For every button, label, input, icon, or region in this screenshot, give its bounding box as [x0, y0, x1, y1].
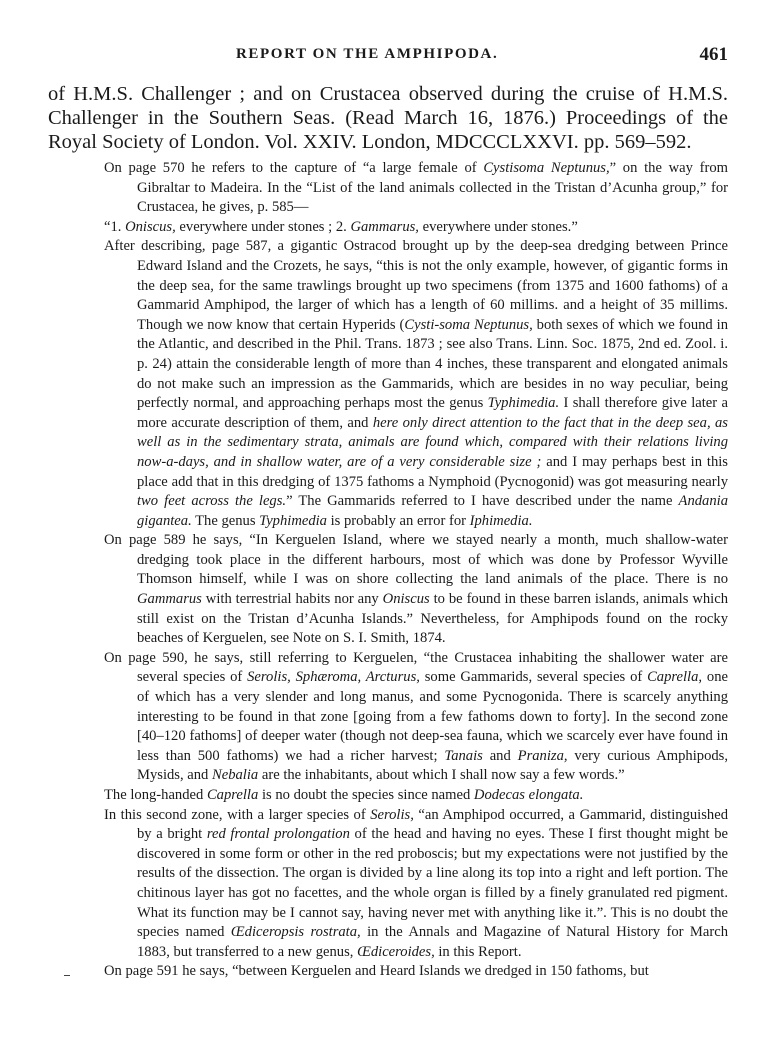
text-run: both sexes of which we found in the Atlantic, and described in the Phil. Trans. 1873 ; see also Trans. Linn. Soc. 1875, 2nd ed. Zool. i. p. 24) attain the considerable length of more than 4 inches, these transparent and elongated animals do not make such an impression as the Gammarids, which are besides in no way peculiar, being perfectly normal, and approaching perhaps most the genus: [137, 316, 728, 412]
paragraph: [104, 786, 728, 806]
text-run: On page 589 he says, “In Kerguelen Island, where we stayed nearly a month, much shallow-water dredging took place in the different harbours, most of which was done by Professor Wyville Thomson himself, while I was on shore collecting the land animals of the place. There is no: [104, 532, 728, 588]
paragraph: [104, 531, 728, 649]
text-run: ” on the way from Gibraltar to Madeira. In the “List of the land animals collected in the Tristan d’Acunha group,” for Crustacea, he gives, p. 585—: [137, 160, 728, 216]
italic-text: Caprella: [206, 787, 259, 803]
text-run: in the Annals and Magazine of Natural History for March 1883, but transferred to a new genus,: [137, 924, 728, 960]
text-run: of the head and having no eyes. These I first thought might be discovered in some form or other in the red proboscis; but my expectations were not justified by the results of the dissection. The organ is divided by a line along its top into a right and left portion. The chitinous layer has got no facettes, and the whole organ is filled by a finely granulated red pigment. What its function may be I cannot say, having never met with anything like it.”. This is no doubt the species named: [137, 826, 728, 941]
paragraph: [104, 159, 728, 218]
text-run: On page 590, he says, still referring to Kerguelen, “the Crustacea inhabiting the shallower water are several species of: [104, 649, 728, 686]
text-run: On page 570 he refers to the capture of “a large female of: [104, 160, 484, 176]
text-run: I shall therefore give later a more accurate description of them, and: [137, 395, 728, 431]
text-run: “an Amphipod occurred, a Gammarid, distinguished by a bright: [137, 806, 728, 843]
text-run: and I may perhaps best in this place add that in this dredging of 1375 fathoms a Nymphoid (Pycnogonid) was got measuring nearly: [137, 453, 728, 490]
italic-text: Typhimedia.: [487, 395, 560, 412]
text-run: After describing, page 587, a gigantic Ostracod brought up by the deep-sea dredging between Prince Edward Island and the Crozets, he says, “this is not the only example, however, of gigantic forms in the deep sea, for the same trawlings brought up two specimens (from 1375 and 1600 fathoms) of a Gammarid Amphipod, the larger of which has a length of 60 millims. and a height of 35 millims. Though we now know that certain Hyperids (: [104, 238, 728, 333]
paragraph: [104, 806, 728, 963]
italic-text: Caprella,: [647, 669, 703, 686]
italic-text: Typhimedia: [259, 512, 327, 529]
text-run: to be found in these barren islands, animals which still exist on the Tristan d’Acunha Islands.” Nevertheless, for Amphipods found on the rocky beaches of Kerguelen, see Note on S. I. Smith, 1874.: [137, 591, 729, 647]
italic-text: Nebalia: [212, 767, 259, 784]
citation-part-2: . pp. 569–592.: [573, 131, 692, 153]
paragraph: [104, 218, 728, 238]
text-run: everywhere under stones ; 2.: [175, 218, 351, 235]
text-run: The genus: [191, 512, 260, 529]
italic-text: Andania gigantea.: [137, 493, 728, 529]
italic-text: two feet across the legs.: [137, 493, 287, 510]
italic-text: here only direct attention to the fact that in the deep sea, as well as in the sedimentary strata, animals are found which, compared with their relations living now-a-days, and in shallow water, are of a very considerable size ;: [137, 414, 728, 470]
italic-text: Oniscus: [382, 591, 430, 608]
text-run: In this second zone, with a larger species of: [104, 806, 371, 823]
citation-year: MDCCCLXXVI: [435, 131, 574, 153]
margin-mark: [64, 975, 70, 976]
page-number: 461: [699, 44, 728, 65]
text-run: is probably an error for: [326, 512, 470, 529]
text-run: one of which has a very slender and long manus, and some Pycnogonida. There is scarcely anything interesting to be found in that zone [going from a few fathoms down to forty]. In the second zone [40–120 fathoms] of deeper water (though not deep-sea fauna, which we scarcely ever have found in less than 500 fathoms) we had a richer harvest;: [137, 669, 728, 764]
body-text: [104, 159, 728, 982]
italic-text: Dodecas elongata.: [473, 787, 584, 803]
text-run: in this Report.: [434, 943, 522, 960]
italic-text: Serolis, Sphæroma, Arcturus,: [247, 669, 420, 686]
paragraph: [104, 962, 728, 982]
text-run: “1.: [104, 218, 126, 235]
italic-text: Gammarus: [137, 591, 202, 608]
text-run: with terrestrial habits nor any: [201, 591, 383, 608]
text-run: and: [482, 747, 518, 764]
running-header: [100, 46, 728, 66]
italic-text: Cystisoma Neptunus,: [483, 160, 610, 176]
running-title: REPORT ON THE AMPHIPODA.: [236, 46, 499, 62]
text-run: On page 591 he says, “between Kerguelen and Heard Islands we dredged in 150 fathoms, but: [104, 963, 649, 980]
italic-text: Iphimedia.: [469, 512, 533, 529]
text-run: some Gammarids, several species of: [419, 669, 648, 686]
paragraph: [104, 649, 728, 786]
text-run: The long-handed: [104, 787, 207, 803]
italic-text: Œdiceropsis rostrata,: [230, 924, 361, 941]
italic-text: Oniscus,: [125, 218, 176, 235]
italic-text: Serolis,: [370, 806, 414, 823]
italic-text: Praniza,: [517, 747, 568, 764]
citation-text: [48, 82, 728, 154]
italic-text: Gammarus,: [350, 218, 419, 235]
text-run: ” The Gammarids referred to I have described under the name: [286, 493, 679, 510]
text-run: is no doubt the species since named: [258, 787, 474, 803]
citation-part-1: of H.M.S. Challenger ; and on Crustacea observed during the cruise of H.M.S. Challenger in the Southern Seas. (Read March 16, 1876.) Proceedings of the Royal Society of London. Vol. XXIV. London,: [48, 83, 728, 153]
italic-text: Cysti-soma Neptunus,: [404, 316, 533, 333]
text-run: very curious Amphipods, Mysids, and: [137, 747, 728, 784]
italic-text: Tanais: [444, 747, 483, 764]
paragraph: [104, 237, 728, 531]
italic-text: red frontal prolongation: [206, 826, 350, 843]
reference-citation: [48, 82, 728, 154]
italic-text: Œdiceroides,: [357, 943, 435, 960]
text-run: everywhere under stones.”: [418, 218, 578, 235]
text-run: are the inhabitants, about which I shall now say a few words.”: [258, 767, 625, 784]
